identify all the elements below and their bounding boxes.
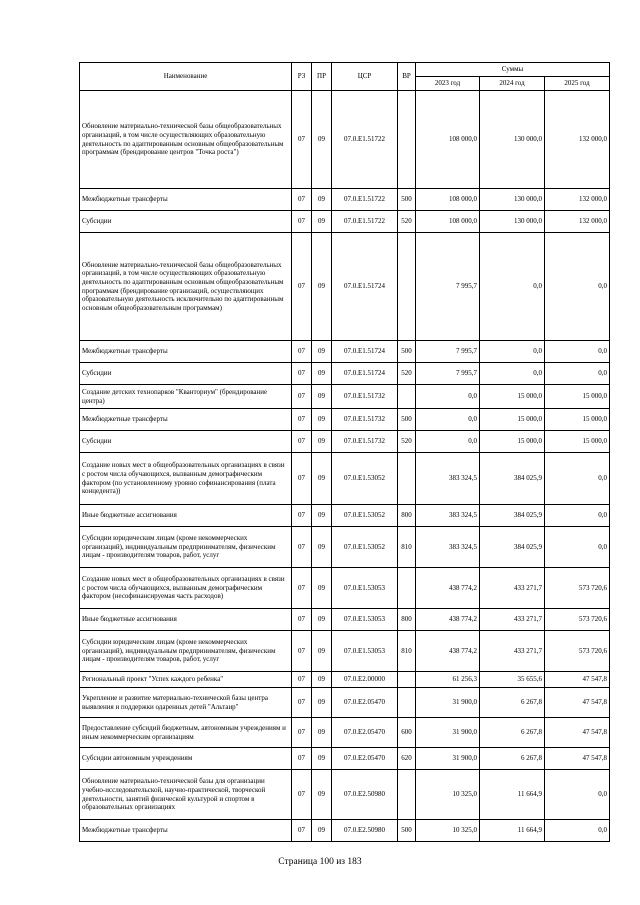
row-name: Межбюджетные трансферты: [80, 189, 292, 211]
row-name: Межбюджетные трансферты: [80, 341, 292, 363]
row-rz: 07: [292, 233, 312, 341]
row-vr: 520: [398, 211, 416, 233]
row-sum-2023: 383 324,5: [416, 527, 480, 568]
row-name: Межбюджетные трансферты: [80, 409, 292, 431]
row-rz: 07: [292, 363, 312, 385]
row-name: Создание детских технопарков "Кванториум" (брендирование центра): [80, 385, 292, 409]
row-name: Субсидии юридическим лицам (кроме некоммерческих организаций), индивидуальным предпринимателям, физическим лицам - производителям товаров, работ, услуг: [80, 527, 292, 568]
row-csr: 07.0.E1.51732: [332, 409, 398, 431]
table-row: [80, 453, 610, 505]
row-vr: [398, 672, 416, 688]
page-number: Страница 100 из 183: [278, 857, 362, 867]
row-rz: 07: [292, 431, 312, 453]
row-name: Субсидии: [80, 363, 292, 385]
row-sum-2023: 383 324,5: [416, 505, 480, 527]
table-row: [80, 527, 610, 568]
row-vr: [398, 453, 416, 505]
row-vr: 500: [398, 820, 416, 842]
row-csr: 07.0.E1.51724: [332, 363, 398, 385]
header-vr: ВР: [398, 63, 416, 91]
row-sum-2024: 11 664,9: [480, 820, 545, 842]
row-vr: 810: [398, 527, 416, 568]
row-pr: 09: [312, 770, 332, 820]
table-row: [80, 631, 610, 672]
row-csr: 07.0.E1.51722: [332, 211, 398, 233]
row-name: Межбюджетные трансферты: [80, 820, 292, 842]
row-vr: [398, 385, 416, 409]
row-rz: 07: [292, 688, 312, 718]
row-csr: 07.0.E1.53053: [332, 609, 398, 631]
row-name: Иные бюджетные ассигнования: [80, 505, 292, 527]
row-rz: 07: [292, 527, 312, 568]
row-vr: 500: [398, 409, 416, 431]
row-vr: 600: [398, 718, 416, 748]
table-row: [80, 189, 610, 211]
row-csr: 07.0.E1.53053: [332, 631, 398, 672]
row-csr: 07.0.E1.53052: [332, 453, 398, 505]
row-pr: 09: [312, 505, 332, 527]
row-pr: 09: [312, 453, 332, 505]
row-sum-2025: 0,0: [545, 453, 610, 505]
row-sum-2025: 47 547,8: [545, 672, 610, 688]
row-rz: 07: [292, 189, 312, 211]
row-rz: 07: [292, 505, 312, 527]
row-pr: 09: [312, 527, 332, 568]
row-csr: 07.0.E2.00000: [332, 672, 398, 688]
row-pr: 09: [312, 820, 332, 842]
row-rz: 07: [292, 453, 312, 505]
row-sum-2025: 132 000,0: [545, 211, 610, 233]
row-sum-2023: 108 000,0: [416, 211, 480, 233]
table-header: [80, 63, 610, 91]
row-pr: 09: [312, 631, 332, 672]
row-sum-2023: 383 324,5: [416, 453, 480, 505]
row-sum-2023: 0,0: [416, 385, 480, 409]
row-sum-2024: 130 000,0: [480, 91, 545, 189]
row-sum-2024: 384 025,9: [480, 505, 545, 527]
row-csr: 07.0.E1.53052: [332, 527, 398, 568]
header-name: Наименование: [80, 63, 292, 91]
row-csr: 07.0.E2.05470: [332, 718, 398, 748]
header-2024: 2024 год: [480, 77, 545, 91]
row-sum-2025: 15 000,0: [545, 409, 610, 431]
row-sum-2025: 573 720,6: [545, 568, 610, 609]
row-sum-2025: 0,0: [545, 233, 610, 341]
row-vr: 620: [398, 748, 416, 770]
row-sum-2023: 31 900,0: [416, 688, 480, 718]
row-csr: 07.0.E1.51732: [332, 385, 398, 409]
row-sum-2024: 15 000,0: [480, 409, 545, 431]
row-pr: 09: [312, 609, 332, 631]
row-sum-2025: 47 547,8: [545, 718, 610, 748]
row-pr: 09: [312, 363, 332, 385]
row-sum-2024: 6 267,8: [480, 748, 545, 770]
row-sum-2024: 433 271,7: [480, 609, 545, 631]
table-row: [80, 409, 610, 431]
row-sum-2024: 0,0: [480, 233, 545, 341]
table-row: [80, 718, 610, 748]
row-sum-2025: 15 000,0: [545, 385, 610, 409]
row-csr: 07.0.E1.51724: [332, 341, 398, 363]
row-pr: 09: [312, 672, 332, 688]
row-rz: 07: [292, 341, 312, 363]
row-sum-2023: 108 000,0: [416, 189, 480, 211]
row-name: Субсидии: [80, 211, 292, 233]
row-rz: 07: [292, 568, 312, 609]
row-name: Предоставление субсидий бюджетным, автономным учреждениям и иным некоммерческим организациям: [80, 718, 292, 748]
row-sum-2024: 35 655,6: [480, 672, 545, 688]
row-pr: 09: [312, 211, 332, 233]
row-sum-2025: 573 720,6: [545, 631, 610, 672]
row-vr: 810: [398, 631, 416, 672]
row-rz: 07: [292, 748, 312, 770]
header-pr: ПР: [312, 63, 332, 91]
row-sum-2025: 47 547,8: [545, 688, 610, 718]
table-row: [80, 341, 610, 363]
row-sum-2025: 0,0: [545, 820, 610, 842]
header-sums: Суммы: [416, 63, 610, 77]
row-sum-2024: 130 000,0: [480, 211, 545, 233]
row-csr: 07.0.E2.50980: [332, 770, 398, 820]
row-sum-2024: 6 267,8: [480, 688, 545, 718]
row-rz: 07: [292, 609, 312, 631]
row-name: Обновление материально-технической базы общеобразовательных организаций, в том числе осуществляющих образовательную деятельность по адаптированным основным общеобразовательным программам (брендирование центров "Точка роста"): [80, 91, 292, 189]
row-vr: [398, 91, 416, 189]
row-sum-2025: 0,0: [545, 527, 610, 568]
table-row: [80, 688, 610, 718]
row-sum-2023: 0,0: [416, 431, 480, 453]
row-sum-2023: 7 995,7: [416, 233, 480, 341]
row-vr: 800: [398, 505, 416, 527]
row-csr: 07.0.E1.53053: [332, 568, 398, 609]
header-csr: ЦСР: [332, 63, 398, 91]
row-sum-2024: 6 267,8: [480, 718, 545, 748]
row-sum-2024: 15 000,0: [480, 385, 545, 409]
row-sum-2023: 0,0: [416, 409, 480, 431]
row-csr: 07.0.E1.51724: [332, 233, 398, 341]
row-sum-2024: 11 664,9: [480, 770, 545, 820]
row-sum-2024: 0,0: [480, 363, 545, 385]
row-rz: 07: [292, 409, 312, 431]
row-name: Обновление материально-технической базы общеобразовательных организаций, в том числе осуществляющих образовательную деятельность по адаптированным основным общеобразовательным программам (брендирование организаций, осуществляющих образовательную деятельность исключительно по адаптированным основным общеобразовательным программам): [80, 233, 292, 341]
row-vr: 800: [398, 609, 416, 631]
row-pr: 09: [312, 385, 332, 409]
table-row: [80, 431, 610, 453]
table-row: [80, 609, 610, 631]
row-vr: [398, 568, 416, 609]
row-sum-2024: 384 025,9: [480, 453, 545, 505]
row-rz: 07: [292, 385, 312, 409]
row-vr: 500: [398, 189, 416, 211]
row-sum-2025: 0,0: [545, 363, 610, 385]
table-row: [80, 91, 610, 189]
row-sum-2025: 47 547,8: [545, 748, 610, 770]
table-row: [80, 672, 610, 688]
row-vr: 520: [398, 363, 416, 385]
row-csr: 07.0.E1.51722: [332, 91, 398, 189]
row-name: Обновление материально-технической базы для организации учебно-исследовательской, научно-практической, творческой деятельности, занятий физической культурой и спортом в образовательных организациях: [80, 770, 292, 820]
row-name: Субсидии автономным учреждениям: [80, 748, 292, 770]
row-rz: 07: [292, 672, 312, 688]
row-rz: 07: [292, 91, 312, 189]
row-csr: 07.0.E2.05470: [332, 748, 398, 770]
table-row: [80, 770, 610, 820]
row-vr: [398, 688, 416, 718]
row-vr: [398, 770, 416, 820]
row-pr: 09: [312, 189, 332, 211]
row-sum-2024: 384 025,9: [480, 527, 545, 568]
row-sum-2023: 438 774,2: [416, 568, 480, 609]
row-sum-2023: 7 995,7: [416, 363, 480, 385]
row-sum-2025: 0,0: [545, 341, 610, 363]
row-sum-2025: 15 000,0: [545, 431, 610, 453]
row-sum-2023: 438 774,2: [416, 631, 480, 672]
row-sum-2023: 10 325,0: [416, 820, 480, 842]
row-sum-2024: 130 000,0: [480, 189, 545, 211]
row-name: Региональный проект "Успех каждого ребенка": [80, 672, 292, 688]
header-rz: РЗ: [292, 63, 312, 91]
row-name: Создание новых мест в общеобразовательных организациях в связи с ростом числа обучающихся, вызванным демографическим фактором (несофинансируемая часть расходов): [80, 568, 292, 609]
row-sum-2023: 31 900,0: [416, 748, 480, 770]
row-name: Укрепление и развитие материально-технической базы центра выявления и поддержки одаренных детей "Альтаир": [80, 688, 292, 718]
row-vr: 500: [398, 341, 416, 363]
table-row: [80, 568, 610, 609]
row-sum-2023: 108 000,0: [416, 91, 480, 189]
row-sum-2023: 61 256,3: [416, 672, 480, 688]
table-row: [80, 363, 610, 385]
row-name: Субсидии: [80, 431, 292, 453]
row-rz: 07: [292, 718, 312, 748]
table-row: [80, 820, 610, 842]
budget-table: [79, 62, 610, 842]
row-pr: 09: [312, 91, 332, 189]
row-sum-2025: 0,0: [545, 505, 610, 527]
row-sum-2023: 31 900,0: [416, 718, 480, 748]
row-sum-2023: 438 774,2: [416, 609, 480, 631]
table-body: [80, 91, 610, 842]
row-sum-2025: 0,0: [545, 770, 610, 820]
row-vr: [398, 233, 416, 341]
table-row: [80, 233, 610, 341]
row-sum-2024: 433 271,7: [480, 631, 545, 672]
row-pr: 09: [312, 568, 332, 609]
row-sum-2025: 132 000,0: [545, 91, 610, 189]
row-pr: 09: [312, 233, 332, 341]
row-name: Иные бюджетные ассигнования: [80, 609, 292, 631]
row-sum-2024: 433 271,7: [480, 568, 545, 609]
row-pr: 09: [312, 431, 332, 453]
row-csr: 07.0.E1.51732: [332, 431, 398, 453]
row-csr: 07.0.E1.51722: [332, 189, 398, 211]
row-sum-2023: 10 325,0: [416, 770, 480, 820]
row-pr: 09: [312, 688, 332, 718]
row-sum-2024: 15 000,0: [480, 431, 545, 453]
row-rz: 07: [292, 820, 312, 842]
row-pr: 09: [312, 718, 332, 748]
row-vr: 520: [398, 431, 416, 453]
table-row: [80, 505, 610, 527]
header-2025: 2025 год: [545, 77, 610, 91]
row-sum-2024: 0,0: [480, 341, 545, 363]
table-row: [80, 211, 610, 233]
row-pr: 09: [312, 341, 332, 363]
table-row: [80, 748, 610, 770]
row-rz: 07: [292, 211, 312, 233]
row-sum-2025: 132 000,0: [545, 189, 610, 211]
row-sum-2025: 573 720,6: [545, 609, 610, 631]
row-name: Субсидии юридическим лицам (кроме некоммерческих организаций), индивидуальным предпринимателям, физическим лицам - производителям товаров, работ, услуг: [80, 631, 292, 672]
row-pr: 09: [312, 409, 332, 431]
header-2023: 2023 год: [416, 77, 480, 91]
row-pr: 09: [312, 748, 332, 770]
table-row: [80, 385, 610, 409]
row-csr: 07.0.E2.05470: [332, 688, 398, 718]
row-rz: 07: [292, 631, 312, 672]
row-csr: 07.0.E2.50980: [332, 820, 398, 842]
row-name: Создание новых мест в общеобразовательных организациях в связи с ростом числа обучающихся, вызванным демографическим фактором (по установленному уровню софинансирования (плата концедента)): [80, 453, 292, 505]
row-sum-2023: 7 995,7: [416, 341, 480, 363]
row-rz: 07: [292, 770, 312, 820]
row-csr: 07.0.E1.53052: [332, 505, 398, 527]
